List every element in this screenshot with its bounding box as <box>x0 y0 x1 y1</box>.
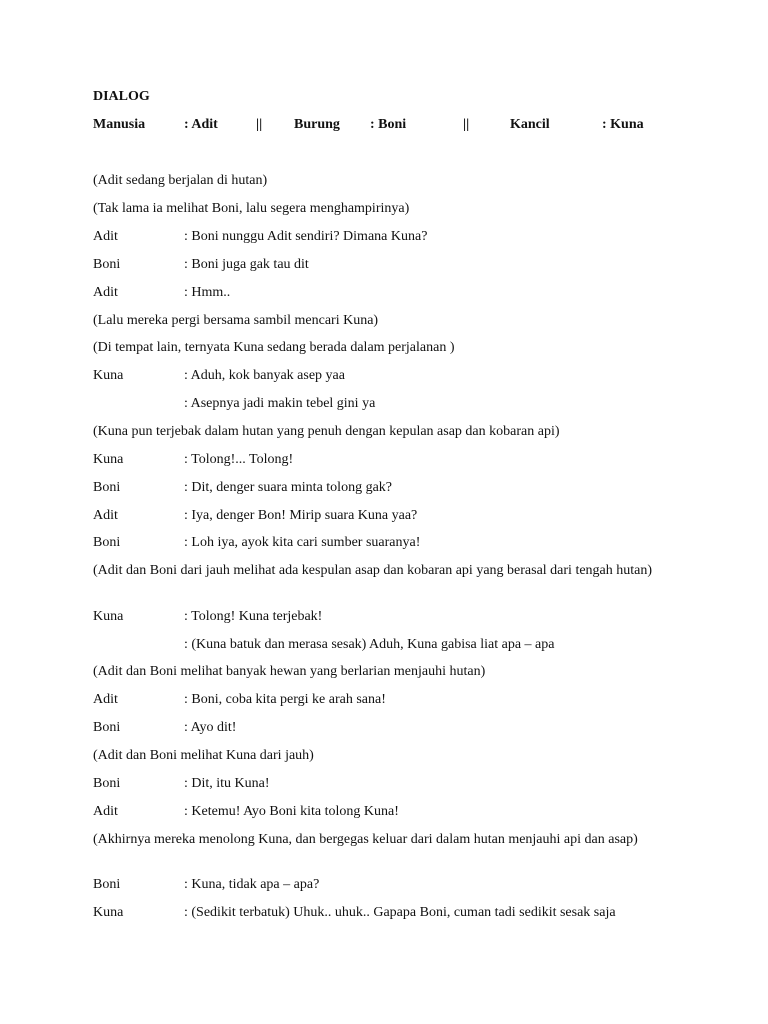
speech-text: : Boni nunggu Adit sendiri? Dimana Kuna? <box>184 229 428 244</box>
speech-text: : Boni juga gak tau dit <box>184 257 309 272</box>
cast-deer-label: Kancil <box>510 117 550 132</box>
speaker-name: Adit <box>93 692 118 707</box>
cast-human-value: : Adit <box>184 117 218 132</box>
speaker-name: Boni <box>93 535 121 550</box>
narration-line: (Adit dan Boni melihat banyak hewan yang berlarian menjauhi hutan) <box>93 664 486 679</box>
speech-text: : Hmm.. <box>184 285 231 300</box>
speech-text: : (Sedikit terbatuk) Uhuk.. uhuk.. Gapapa Boni, cuman tadi sedikit sesak saja <box>184 905 616 920</box>
speaker-name: Kuna <box>93 452 124 467</box>
speaker-name: Boni <box>93 776 121 791</box>
speech-text: : Dit, itu Kuna! <box>184 776 270 791</box>
speaker-name: Kuna <box>93 905 124 920</box>
speaker-name: Kuna <box>93 368 124 383</box>
speech-text: : Dit, denger suara minta tolong gak? <box>184 480 392 495</box>
speech-text: : Kuna, tidak apa – apa? <box>184 877 320 892</box>
dialog-line <box>93 256 675 274</box>
speaker-name: Boni <box>93 480 121 495</box>
cast-list <box>93 116 675 134</box>
dialog-line <box>93 479 675 497</box>
dialog-line <box>93 507 675 525</box>
narration-line: (Adit sedang berjalan di hutan) <box>93 173 268 188</box>
dialog-line <box>93 228 675 246</box>
narration-line: (Tak lama ia melihat Boni, lalu segera menghampirinya) <box>93 201 410 216</box>
dialog-line <box>93 284 675 302</box>
narration-line: (Kuna pun terjebak dalam hutan yang penuh dengan kepulan asap dan kobaran api) <box>93 424 560 439</box>
dialog-line <box>93 719 675 737</box>
dialog-line <box>93 775 675 793</box>
speech-text: : Iya, denger Bon! Mirip suara Kuna yaa? <box>184 508 418 523</box>
speaker-name: Kuna <box>93 609 124 624</box>
dialog-line <box>93 803 675 821</box>
dialog-line <box>93 876 675 894</box>
speaker-name: Adit <box>93 508 118 523</box>
cast-bird-value: : Boni <box>370 117 407 132</box>
speech-text: : Boni, coba kita pergi ke arah sana! <box>184 692 386 707</box>
cast-bird-label: Burung <box>294 117 340 132</box>
dialog-line <box>93 904 675 922</box>
speaker-name: Adit <box>93 285 118 300</box>
document-title: DIALOG <box>93 89 150 104</box>
dialog-line <box>93 636 675 654</box>
dialog-line <box>93 691 675 709</box>
narration-line: (Akhirnya mereka menolong Kuna, dan bergegas keluar dari dalam hutan menjauhi api dan asap) <box>93 832 638 847</box>
dialog-line <box>93 451 675 469</box>
speaker-name: Boni <box>93 720 121 735</box>
speech-text: : Tolong! Kuna terjebak! <box>184 609 323 624</box>
dialog-line <box>93 608 675 626</box>
cast-deer-value: : Kuna <box>602 117 644 132</box>
speech-text: : Ketemu! Ayo Boni kita tolong Kuna! <box>184 804 399 819</box>
cast-separator: || <box>463 117 470 132</box>
narration-line: (Adit dan Boni dari jauh melihat ada kespulan asap dan kobaran api yang berasal dari tengah hutan) <box>93 563 653 578</box>
narration-line: (Lalu mereka pergi bersama sambil mencari Kuna) <box>93 313 379 328</box>
speech-text: : Aduh, kok banyak asep yaa <box>184 368 345 383</box>
speaker-name: Boni <box>93 257 121 272</box>
dialog-line <box>93 367 675 385</box>
speech-text: : (Kuna batuk dan merasa sesak) Aduh, Kuna gabisa liat apa – apa <box>184 637 555 652</box>
narration-line: (Adit dan Boni melihat Kuna dari jauh) <box>93 748 314 763</box>
speech-text: : Tolong!... Tolong! <box>184 452 294 467</box>
speech-text: : Ayo dit! <box>184 720 237 735</box>
dialog-line <box>93 395 675 413</box>
narration-line: (Di tempat lain, ternyata Kuna sedang berada dalam perjalanan ) <box>93 340 455 355</box>
speech-text: : Asepnya jadi makin tebel gini ya <box>184 396 376 411</box>
cast-separator: || <box>256 117 263 132</box>
cast-human-label: Manusia <box>93 117 146 132</box>
speaker-name: Adit <box>93 229 118 244</box>
speaker-name: Adit <box>93 804 118 819</box>
speaker-name: Boni <box>93 877 121 892</box>
speech-text: : Loh iya, ayok kita cari sumber suaranya! <box>184 535 421 550</box>
dialog-line <box>93 534 675 552</box>
